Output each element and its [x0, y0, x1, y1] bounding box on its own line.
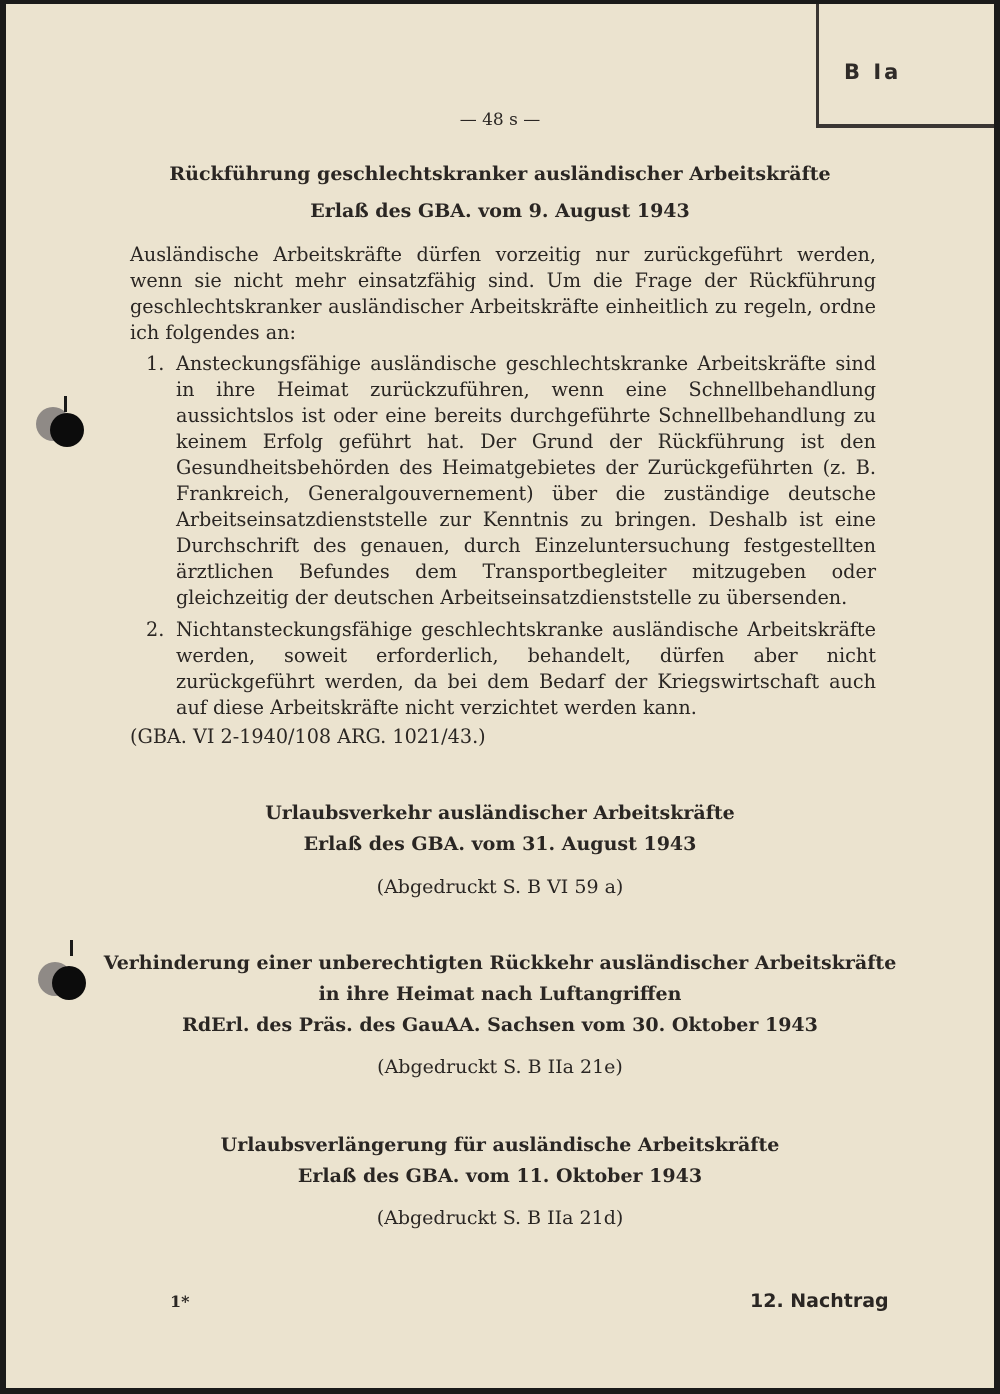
article4-title: Urlaubsverlängerung für ausländische Arbeitskräfte: [220, 1134, 780, 1156]
article2-decree: Erlaß des GBA. vom 31. August 1943: [303, 833, 697, 855]
list-item-text: Ansteckungsfähige ausländische geschlechtskranke Arbeitskräfte sind in ihre Heimat zurückzuführen, wenn eine Schnellbehandlung aussichtslos ist oder eine bereits durchgeführte Schnellbehandlung zu keinem Erfolg geführt hat. Der Grund der Rückführung ist den Gesundheitsbehörden des Heimatgebietes der Zurückgeführten (z. B. Frankreich, Generalgouvernement) über die zuständige deutsche Arbeitseinsatzdienststelle zur Kenntnis zu bringen. Deshalb ist eine Durchschrift des genauen, durch Einzeluntersuchung festgestellten ärztlichen Befundes dem Transportbegleiter mitzugeben oder gleichzeitig der deutschen Arbeitseinsatzdienststelle zu übersenden.: [176, 352, 876, 609]
article3-title-line2: in ihre Heimat nach Luftangriffen: [318, 983, 682, 1005]
punch-hole-top: [50, 413, 84, 447]
article1-decree: Erlaß des GBA. vom 9. August 1943: [310, 200, 690, 222]
sheet-mark: 1*: [170, 1292, 190, 1311]
list-item-number: 2.: [146, 618, 165, 641]
document-page: [6, 4, 994, 1388]
article3-decree: RdErl. des Präs. des GauAA. Sachsen vom 30. Oktober 1943: [182, 1014, 818, 1036]
article3-title-line1: Verhinderung einer unberechtigten Rückkehr ausländischer Arbeitskräfte: [103, 952, 897, 974]
supplement-label: 12. Nachtrag: [750, 1290, 889, 1312]
article1-title: Rückführung geschlechtskranker ausländischer Arbeitskräfte: [169, 163, 831, 185]
section-tag: B Ia: [844, 60, 902, 84]
list-item: [146, 351, 876, 611]
list-item-text: Nichtansteckungsfähige geschlechtskranke ausländische Arbeitskräfte werden, soweit erforderlich, behandelt, dürfen aber nicht zurückgeführt werden, da bei dem Bedarf der Kriegswirtschaft auch auf diese Arbeitskräfte nicht verzichtet werden kann.: [176, 618, 876, 719]
punch-hole-nick-top: [64, 396, 67, 412]
article4-decree: Erlaß des GBA. vom 11. Oktober 1943: [297, 1165, 703, 1187]
article1-citation: (GBA. VI 2-1940/108 ARG. 1021/43.): [130, 725, 486, 748]
list-item-number: 1.: [146, 352, 165, 375]
list-item: [146, 617, 876, 721]
page-number: — 48 s —: [459, 110, 541, 130]
article2-title: Urlaubsverkehr ausländischer Arbeitskräfte: [265, 802, 735, 824]
article2-reference: (Abgedruckt S. B VI 59 a): [376, 876, 624, 898]
article4-reference: (Abgedruckt S. B IIa 21d): [376, 1207, 624, 1229]
article3-reference: (Abgedruckt S. B IIa 21e): [377, 1056, 623, 1078]
article1-intro: Ausländische Arbeitskräfte dürfen vorzeitig nur zurückgeführt werden, wenn sie nicht mehr einsatzfähig sind. Um die Frage der Rückführung geschlechtskranker ausländischer Arbeitskräfte einheitlich zu regeln, ordne ich folgendes an:: [130, 243, 876, 344]
